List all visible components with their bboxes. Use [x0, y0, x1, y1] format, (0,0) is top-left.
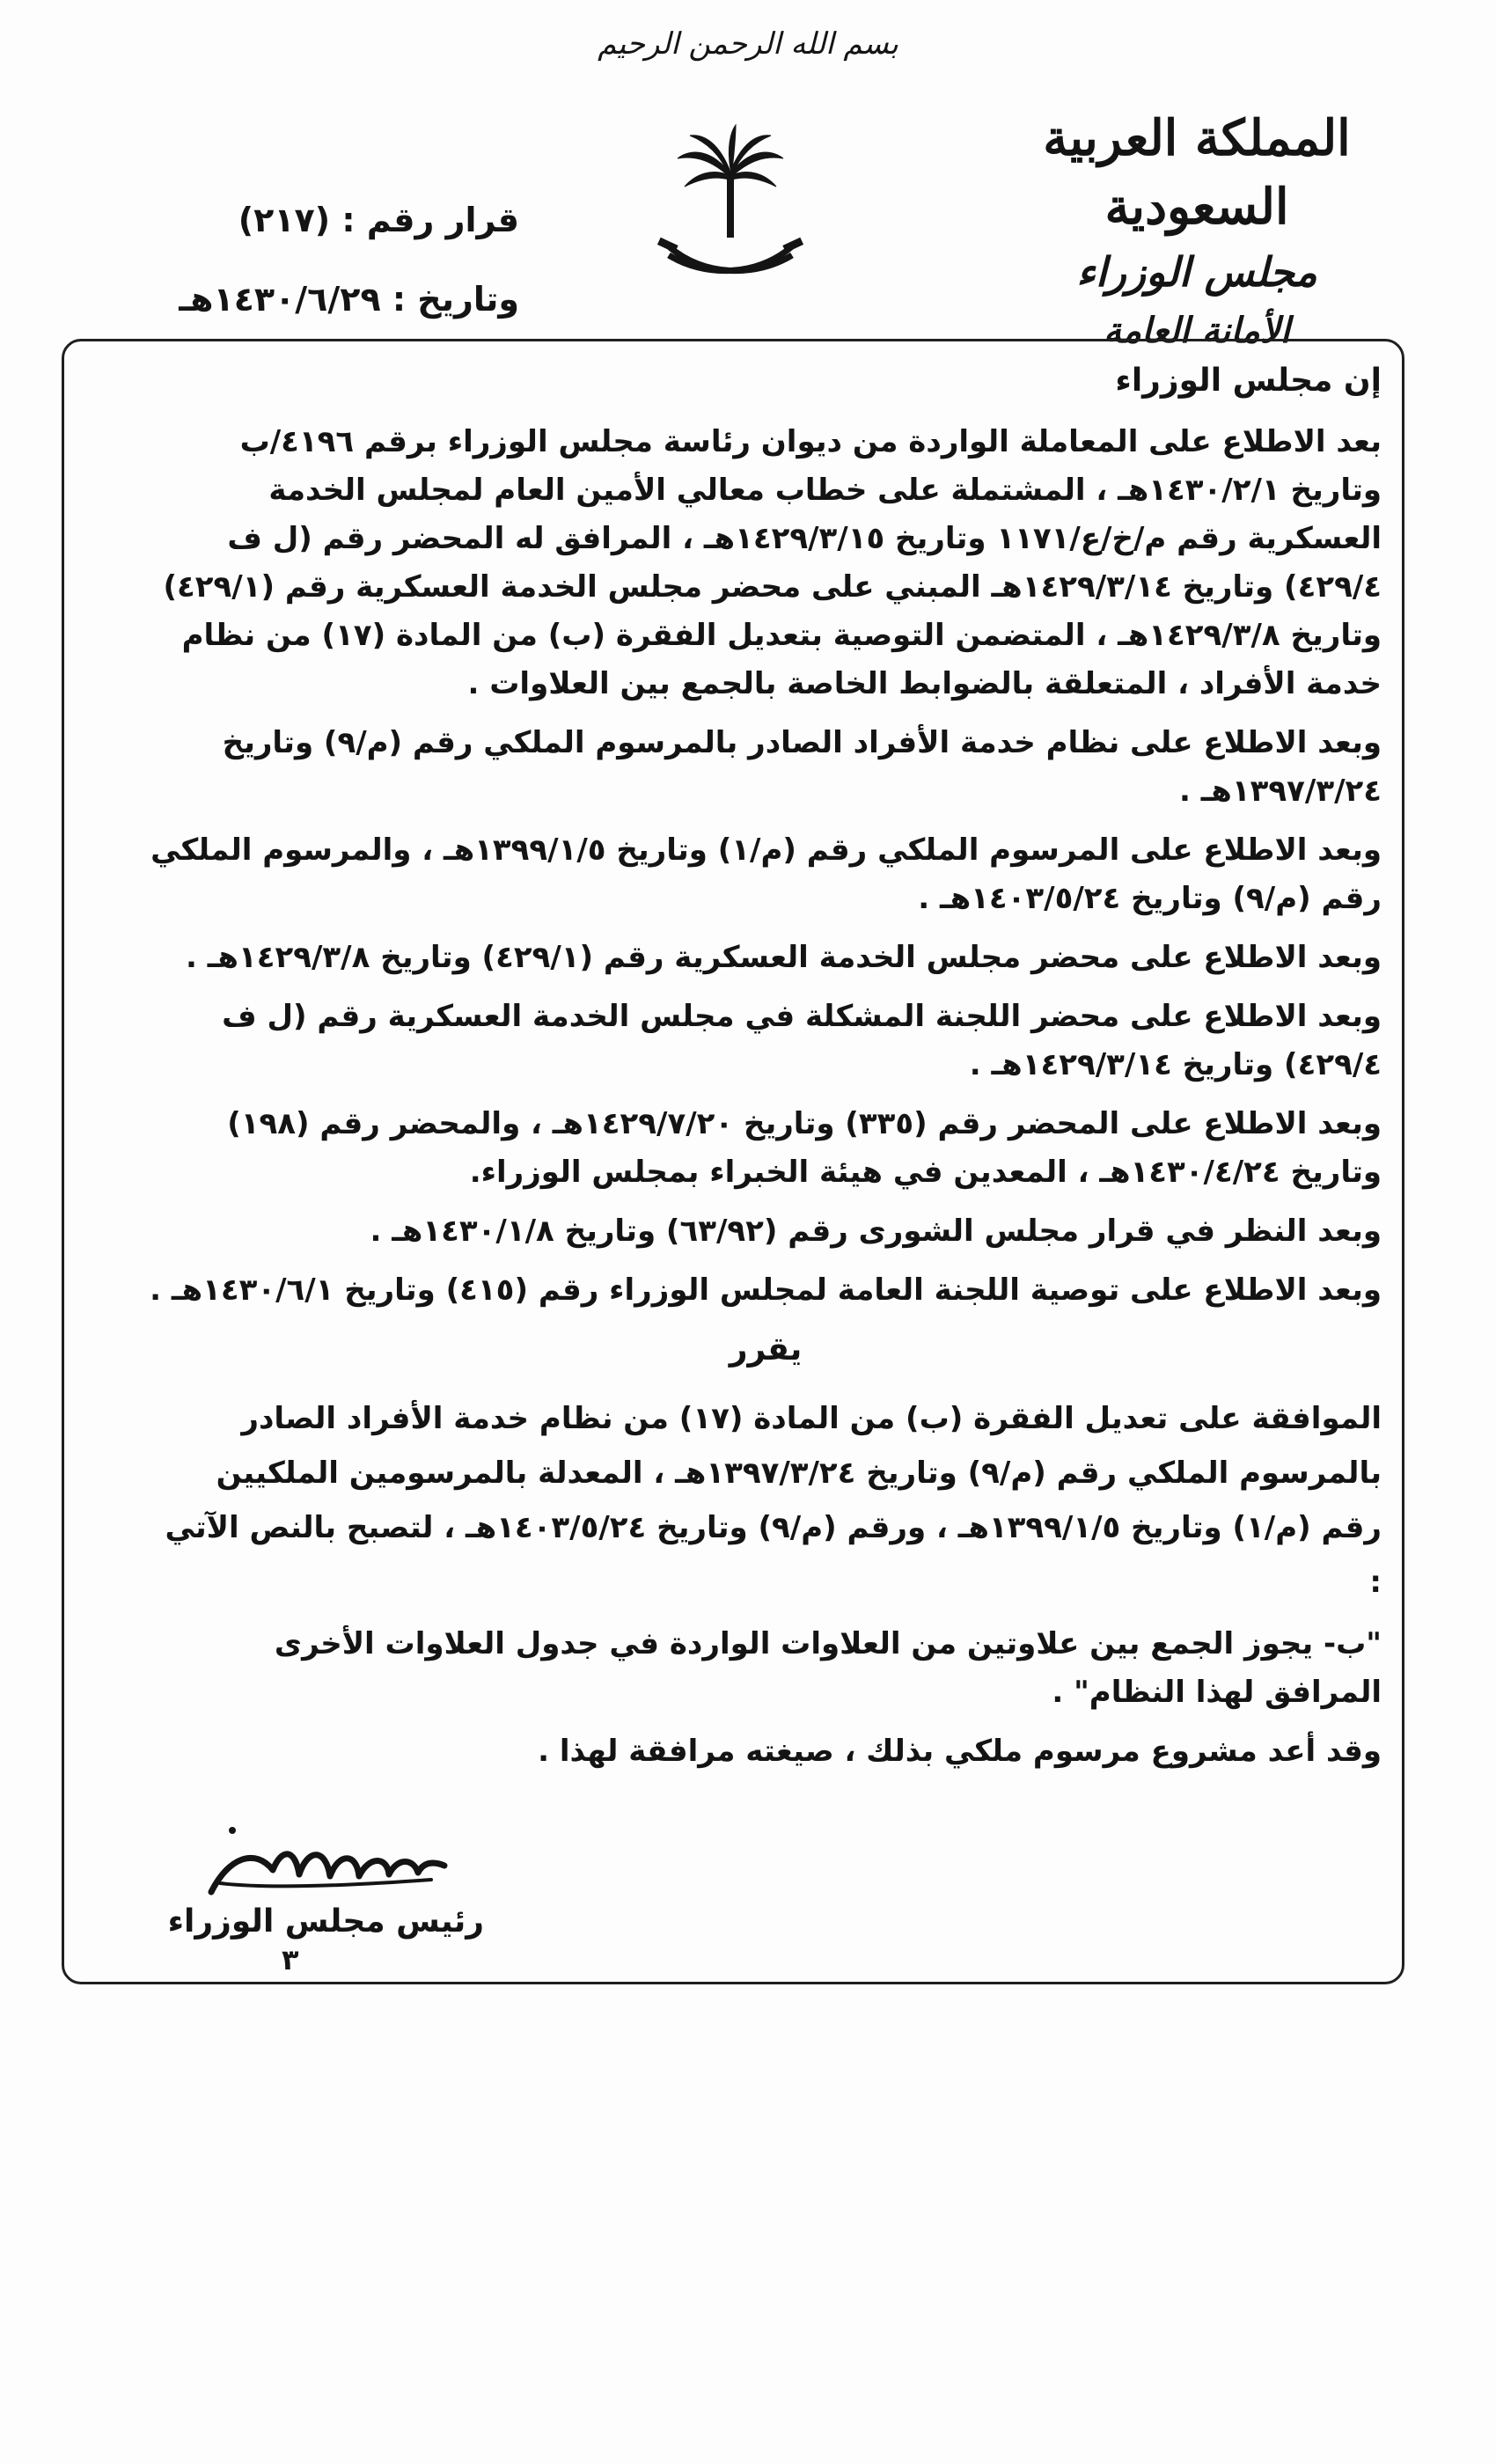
kingdom-name: المملكة العربية السعودية: [1043, 109, 1351, 236]
council-name: مجلس الوزراء: [1076, 248, 1317, 296]
body-heading: إن مجلس الوزراء: [1115, 363, 1382, 399]
decision-meta: [97, 180, 519, 339]
page-mark: ٣: [282, 1943, 299, 1976]
secretariat-name: الأمانة العامة: [1104, 310, 1290, 351]
paragraph-general-committee: وبعد الاطلاع على توصية اللجنة العامة لمجلس الوزراء رقم (٤١٥) وتاريخ ١٤٣٠/٦/١هـ .: [150, 1272, 1382, 1308]
decision-date: وتاريخ : ١٤٣٠/٦/٢٩هـ: [179, 280, 519, 319]
paragraph-preamble: بعد الاطلاع على المعاملة الواردة من ديوان رئاسة مجلس الوزراء برقم ٤١٩٦/ب وتاريخ ١٤٣٠/٢/١هـ ، المشتملة على خطاب معالي الأمين العام لمجلس الخدمة العسكرية رقم م/خ/ع/١١٧١ وتاريخ ١٤٢٩/٣/١٥هـ ، المرافق له المحضر رقم (ل ف ٤٢٩/٤) وتاريخ ١٤٢٩/٣/١٤هـ المبني على محضر مجلس الخدمة العسكرية رقم (٤٢٩/١) وتاريخ ١٤٢٩/٣/٨هـ ، المتضمن التوصية بتعديل الفقرة (ب) من المادة (١٧) من نظام خدمة الأفراد ، المتعلقة بالضوابط الخاصة بالجمع بين العلاوات .: [163, 424, 1382, 701]
paragraph-experts: وبعد الاطلاع على المحضر رقم (٣٣٥) وتاريخ ١٤٢٩/٧/٢٠هـ ، والمحضر رقم (١٩٨) وتاريخ ١٤٣٠/٤/٢٤هـ ، المعدين في هيئة الخبراء بمجلس الوزراء.: [227, 1106, 1382, 1190]
closing-statement: وقد أعد مشروع مرسوم ملكي بذلك ، صيغته مرافقة لهذا .: [538, 1734, 1382, 1769]
decision-number: قرار رقم : (٢١٧): [238, 201, 519, 239]
amended-clause: "ب- يجوز الجمع بين علاوتين من العلاوات الواردة في جدول العلاوات الأخرى المرافق لهذا النظام" .: [274, 1626, 1382, 1710]
document-body: [150, 356, 1382, 1786]
paragraph-royal-decrees: وبعد الاطلاع على المرسوم الملكي رقم (م/١) وتاريخ ١٣٩٩/١/٥هـ ، والمرسوم الملكي رقم (م/٩) وتاريخ ١٤٠٣/٥/٢٤هـ .: [150, 832, 1382, 916]
decision-text: الموافقة على تعديل الفقرة (ب) من المادة (١٧) من نظام خدمة الأفراد الصادر بالمرسوم الملكي رقم (م/٩) وتاريخ ١٣٩٧/٣/٢٤هـ ، المعدلة بالمرسومين الملكيين رقم (م/١) وتاريخ ١٣٩٩/١/٥هـ ، ورقم (م/٩) وتاريخ ١٤٠٣/٥/٢٤هـ ، لتصبح بالنص الآتي :: [165, 1401, 1382, 1600]
basmala: بسم الله الرحمن الرحيم: [598, 26, 898, 62]
paragraph-military-council: وبعد الاطلاع على محضر مجلس الخدمة العسكرية رقم (٤٢٩/١) وتاريخ ١٤٢٩/٣/٨هـ .: [186, 940, 1382, 975]
letterhead: [950, 104, 1443, 359]
paragraph-committee: وبعد الاطلاع على محضر اللجنة المشكلة في مجلس الخدمة العسكرية رقم (ل ف ٤٢٩/٤) وتاريخ ١٤٢٩/٣/١٤هـ .: [222, 999, 1382, 1082]
paragraph-personnel-system: وبعد الاطلاع على نظام خدمة الأفراد الصادر بالمرسوم الملكي رقم (م/٩) وتاريخ ١٣٩٧/٣/٢٤هـ .: [222, 725, 1382, 809]
paragraph-shura: وبعد النظر في قرار مجلس الشورى رقم (٦٣/٩٢) وتاريخ ١٤٣٠/١/٨هـ .: [370, 1214, 1382, 1249]
saudi-emblem-icon: [651, 123, 810, 290]
resolves-heading: يقرر: [729, 1331, 803, 1368]
signatory-title: رئيس مجلس الوزراء: [167, 1903, 484, 1940]
signature-icon: [194, 1822, 458, 1901]
